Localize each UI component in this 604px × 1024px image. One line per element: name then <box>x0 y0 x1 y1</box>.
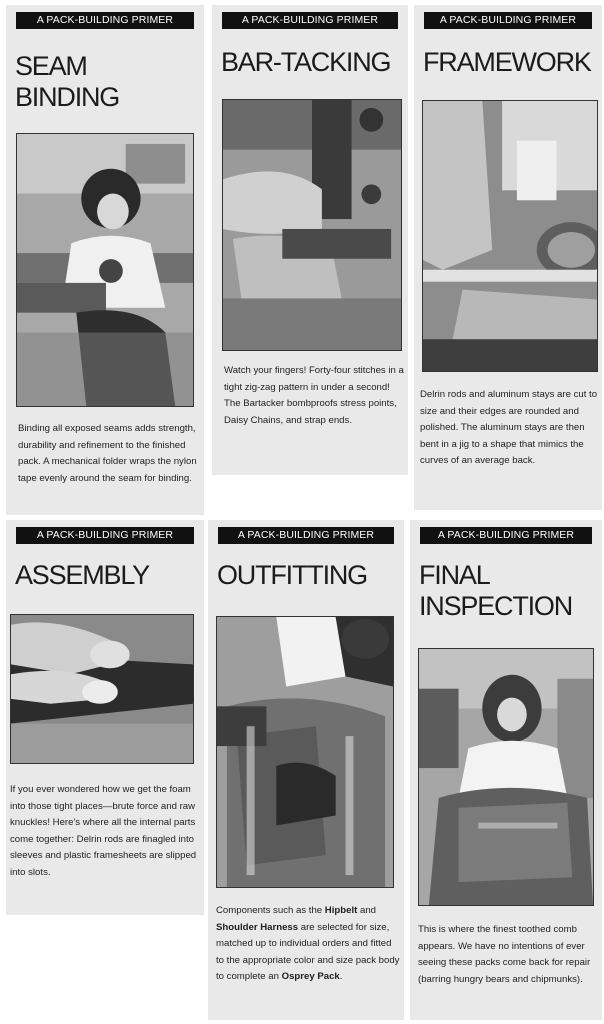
photo-final-inspection <box>418 648 594 906</box>
title-line: FINAL <box>419 560 490 590</box>
photo-framework <box>422 100 598 372</box>
panel-final-inspection <box>410 520 602 1020</box>
panel-bar-tacking <box>212 5 408 475</box>
title-line: BINDING <box>15 82 120 112</box>
panel-caption: This is where the finest toothed comb appears. We have no intentions of ever seeing these packs come back for repair (barring hungry bears and chipmunks). <box>418 924 591 985</box>
panel-assembly <box>6 520 204 915</box>
primer-banner: A PACK-BUILDING PRIMER <box>420 527 592 544</box>
shoulder-harness-label: Shoulder Harness <box>216 921 299 933</box>
primer-banner: A PACK-BUILDING PRIMER <box>222 12 398 29</box>
panel-caption: Delrin rods and aluminum stays are cut to size and their edges are rounded and polished. The aluminum stays are then bent in a jig to a shape that mimics the curves of an average back. <box>420 389 598 466</box>
panel-title <box>217 560 400 591</box>
primer-banner: A PACK-BUILDING PRIMER <box>424 12 592 29</box>
osprey-pack-label: Osprey Pack <box>281 971 340 982</box>
panel-title <box>15 560 200 591</box>
photo-outfitting <box>216 616 394 888</box>
panel-title <box>15 51 200 113</box>
title-line: FRAMEWORK <box>423 47 591 77</box>
title-line: ASSEMBLY <box>15 560 149 590</box>
panel-title <box>419 560 598 622</box>
panel-caption <box>216 903 402 986</box>
primer-banner: A PACK-BUILDING PRIMER <box>218 527 394 544</box>
title-line: SEAM <box>15 51 87 81</box>
title-line: OUTFITTING <box>217 560 367 590</box>
photo-seam-binding <box>16 133 194 407</box>
primer-banner: A PACK-BUILDING PRIMER <box>16 527 194 544</box>
panel-caption: Watch your fingers! Forty-four stitches in a tight zig-zag pattern in under a second! The Bartacker bombproofs stress points, Daisy Chains, and strap ends. <box>224 365 404 426</box>
caption-text: Components such as the <box>216 905 325 916</box>
panel-caption: If you ever wondered how we get the foam into those tight places—brute force and raw knuckles! Here's where all the internal parts come together: Delrin rods are finagled into sleeves and plastic framesheets are slipped into slots. <box>10 784 197 878</box>
panel-framework <box>414 5 602 510</box>
hipbelt-label: Hipbelt <box>324 905 358 916</box>
title-line: BAR-TACKING <box>221 47 391 77</box>
primer-banner: A PACK-BUILDING PRIMER <box>16 12 194 29</box>
caption-text: are selected for size, matched up to individual orders and fitted to the appropriate color and size pack body to complete an <box>216 921 400 982</box>
title-line: INSPECTION <box>419 591 573 621</box>
panel-seam-binding <box>6 5 204 515</box>
photo-bar-tacking <box>222 99 402 351</box>
panel-title <box>221 47 404 78</box>
caption-text: and <box>357 905 376 916</box>
photo-assembly <box>10 614 194 764</box>
panel-caption: Binding all exposed seams adds strength, durability and refinement to the finished pack. A mechanical folder wraps the nylon tape evenly around the seam for binding. <box>18 423 197 484</box>
panel-outfitting <box>208 520 404 1020</box>
panel-title <box>423 47 598 78</box>
caption-text: . <box>339 971 343 982</box>
